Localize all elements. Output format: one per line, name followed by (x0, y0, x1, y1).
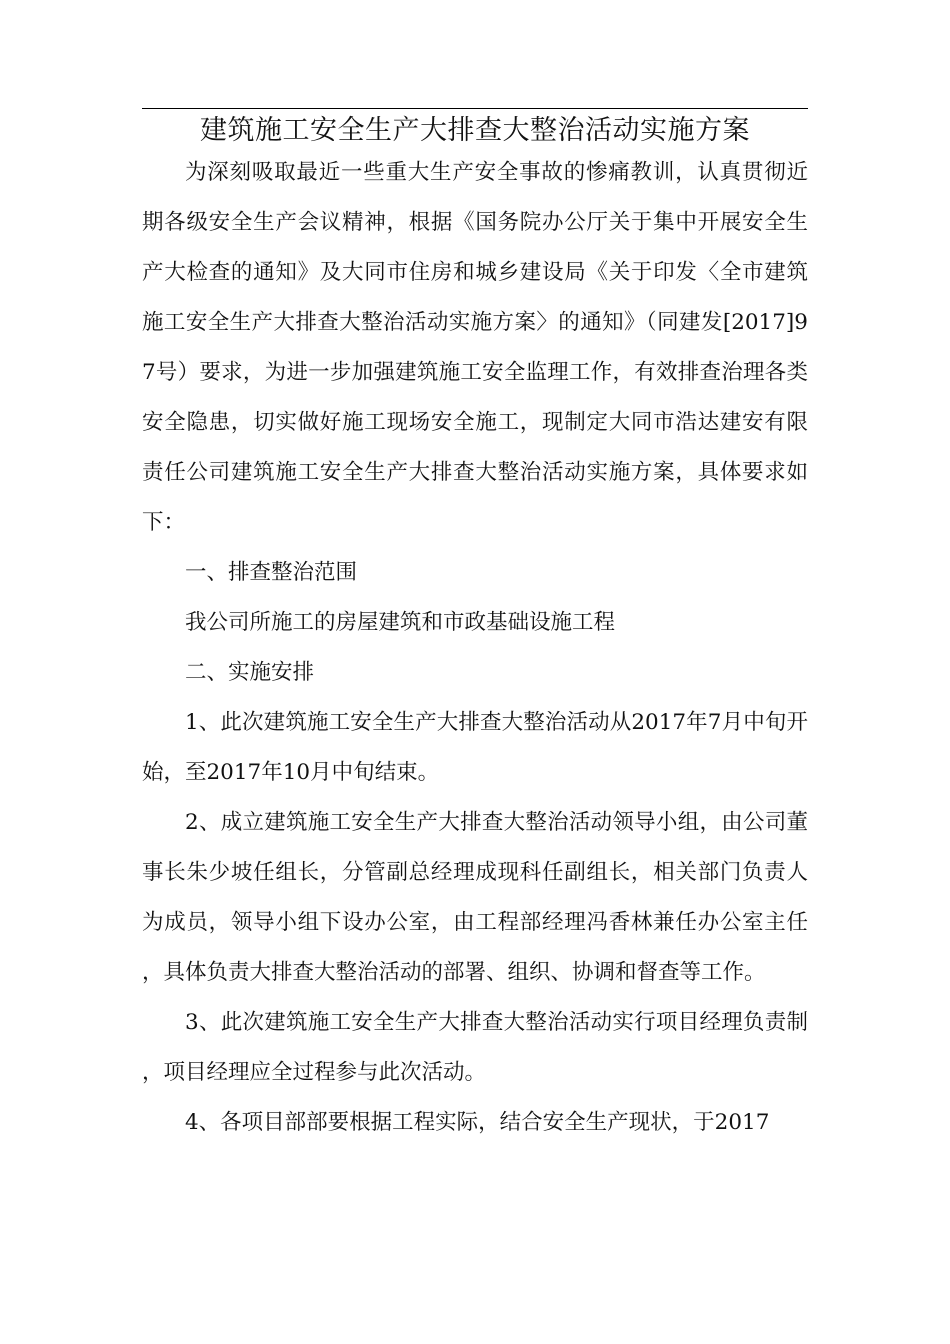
header-rule (142, 108, 808, 109)
document-title: 建筑施工安全生产大排查大整治活动实施方案 (200, 115, 750, 146)
arrangement-item-3: 3、此次建筑施工安全生产大排查大整治活动实行项目经理负责制，项目经理应全过程参与此次活动。 (142, 1010, 808, 1085)
arrangement-item-2: 2、成立建筑施工安全生产大排查大整治活动领导小组，由公司董事长朱少坡任组长，分管副总经理成现科任副组长，相关部门负责人为成员，领导小组下设办公室，由工程部经理冯香林兼任办公室主任，具体负责大排查大整治活动的部署、组织、协调和督查等工作。 (142, 810, 808, 985)
section-heading-scope: 一、排查整治范围 (185, 560, 358, 585)
arrangement-item-1: 1、此次建筑施工安全生产大排查大整治活动从2017年7月中旬开始，至2017年10月中旬结束。 (142, 710, 808, 785)
document-body (142, 148, 808, 1148)
scope-paragraph: 我公司所施工的房屋建筑和市政基础设施工程 (185, 610, 616, 635)
section-heading-arrangement: 二、实施安排 (185, 660, 315, 685)
intro-paragraph: 为深刻吸取最近一些重大生产安全事故的惨痛教训，认真贯彻近期各级安全生产会议精神，根据《国务院办公厅关于集中开展安全生产大检查的通知》及大同市住房和城乡建设局《关于印发〈全市建筑施工安全生产大排查大整治活动实施方案〉的通知》（同建发[2017]97号）要求，为进一步加强建筑施工安全监理工作，有效排查治理各类安全隐患，切实做好施工现场安全施工，现制定大同市浩达建安有限责任公司建筑施工安全生产大排查大整治活动实施方案，具体要求如下： (142, 160, 808, 535)
arrangement-item-4: 4、各项目部部要根据工程实际，结合安全生产现状，于2017 (185, 1110, 770, 1135)
